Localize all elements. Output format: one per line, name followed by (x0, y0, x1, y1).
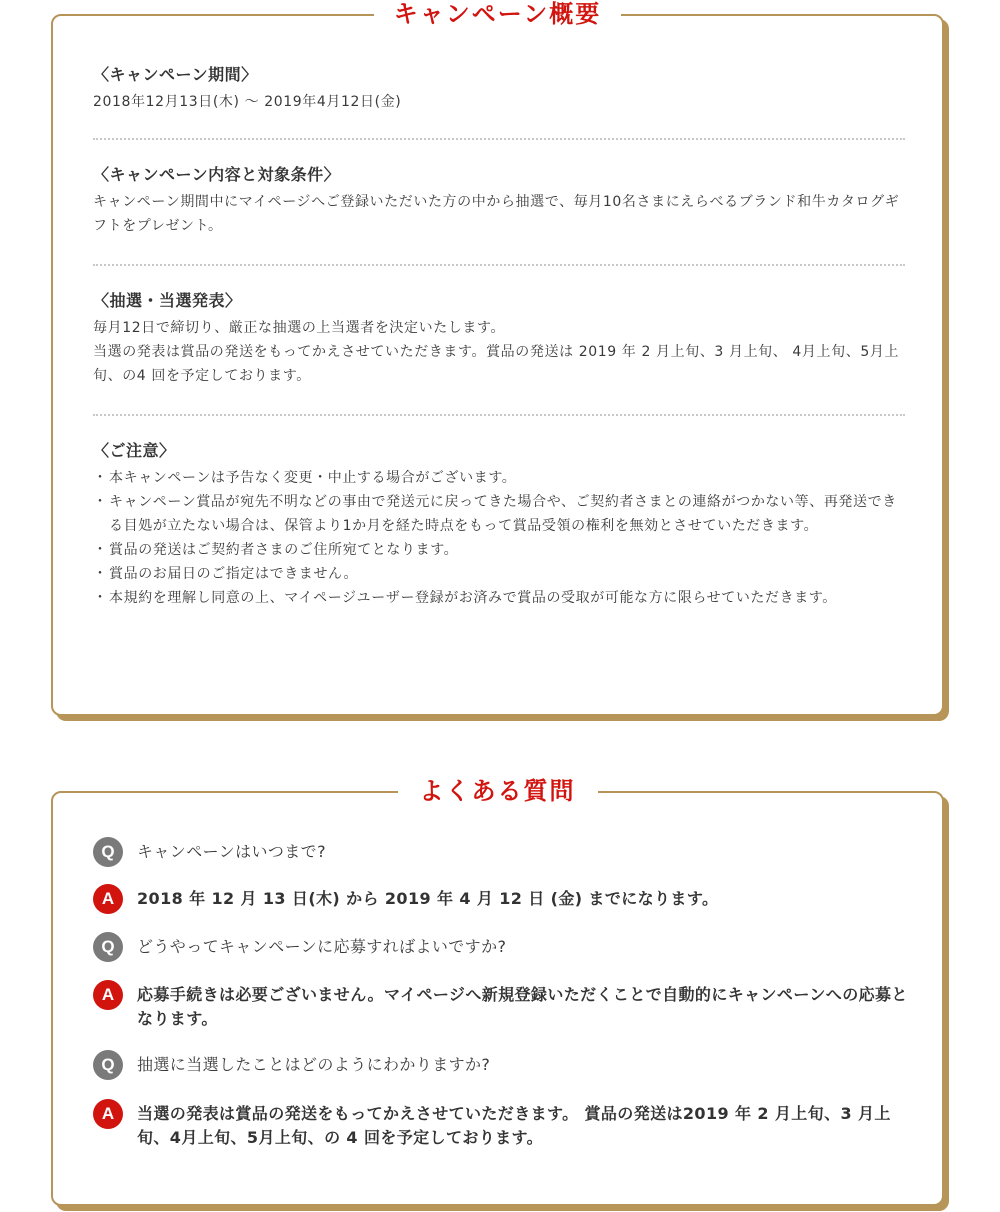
answer-icon: A (93, 1099, 123, 1129)
answer-icon: A (93, 980, 123, 1010)
campaign-content-body: キャンペーン期間中にマイページへご登録いただいた方の中から抽選で、毎月10名さまにえらべるブランド和牛カタログギフトをプレゼント。 (93, 194, 900, 234)
divider (93, 414, 905, 416)
note-item: ・ 本規約を理解し同意の上、マイページユーザー登録がお済みで賞品の受取が可能な方に限らせていただきます。 (93, 586, 905, 610)
note-item: ・ 本キャンペーンは予告なく変更・中止する場合がございます。 (93, 466, 905, 490)
faq-answer (93, 1099, 913, 1150)
question-text: どうやってキャンペーンに応募すればよいですか? (137, 937, 507, 956)
question-text: キャンペーンはいつまで? (137, 842, 326, 861)
notes-title: 〈ご注意〉 (93, 441, 176, 460)
campaign-content-title: 〈キャンペーン内容と対象条件〉 (93, 165, 341, 184)
question-icon: Q (93, 1050, 123, 1080)
campaign-content-section (93, 164, 905, 238)
campaign-overview-heading: キャンペーン概要 (374, 0, 622, 29)
campaign-overview-panel (51, 0, 944, 716)
faq-question (93, 1050, 913, 1080)
question-icon: Q (93, 837, 123, 867)
note-item: ・ キャンペーン賞品が宛先不明などの事由で発送元に戻ってきた場合や、ご契約者さまとの連絡がつかない等、再発送できる目処が立たない場合は、保管より1か月を経た時点をもって賞品受領の権利を無効とさせていただきます。 (93, 490, 905, 538)
answer-text: 応募手続きは必要ございません。マイページへ新規登録いただくことで自動的にキャンペーンへの応募となります。 (137, 985, 908, 1028)
notes-list (93, 466, 905, 610)
faq-question (93, 932, 913, 962)
faq-answer (93, 980, 913, 1031)
question-icon: Q (93, 932, 123, 962)
divider (93, 138, 905, 140)
faq-panel (51, 777, 944, 1206)
lottery-line: 当選の発表は賞品の発送をもってかえさせていただきます。賞品の発送は 2019 年 2 月上旬、3 月上旬、 4月上旬、5月上旬、の4 回を予定しております。 (93, 344, 900, 384)
faq-answer (93, 884, 913, 914)
notes-section (93, 440, 905, 610)
faq-question (93, 837, 913, 867)
answer-icon: A (93, 884, 123, 914)
lottery-section (93, 290, 905, 388)
answer-text: 当選の発表は賞品の発送をもってかえさせていただきます。 賞品の発送は2019 年 2 月上旬、3 月上旬、4月上旬、5月上旬、の 4 回を予定しております。 (137, 1104, 891, 1147)
campaign-period-title: 〈キャンペーン期間〉 (93, 65, 258, 84)
note-item: ・ 賞品の発送はご契約者さまのご住所宛てとなります。 (93, 538, 905, 562)
answer-text: 2018 年 12 月 13 日(木) から 2019 年 4 月 12 日 (金) までになります。 (137, 889, 719, 908)
note-item: ・ 賞品のお届日のご指定はできません。 (93, 562, 905, 586)
faq-heading: よくある質問 (398, 776, 598, 806)
campaign-period-body: 2018年12月13日(木) 〜 2019年4月12日(金) (93, 94, 402, 110)
lottery-title: 〈抽選・当選発表〉 (93, 291, 242, 310)
divider (93, 264, 905, 266)
campaign-period-section (93, 64, 905, 114)
question-text: 抽選に当選したことはどのようにわかりますか? (137, 1055, 491, 1074)
lottery-line: 毎月12日で締切り、厳正な抽選の上当選者を決定いたします。 (93, 320, 506, 336)
